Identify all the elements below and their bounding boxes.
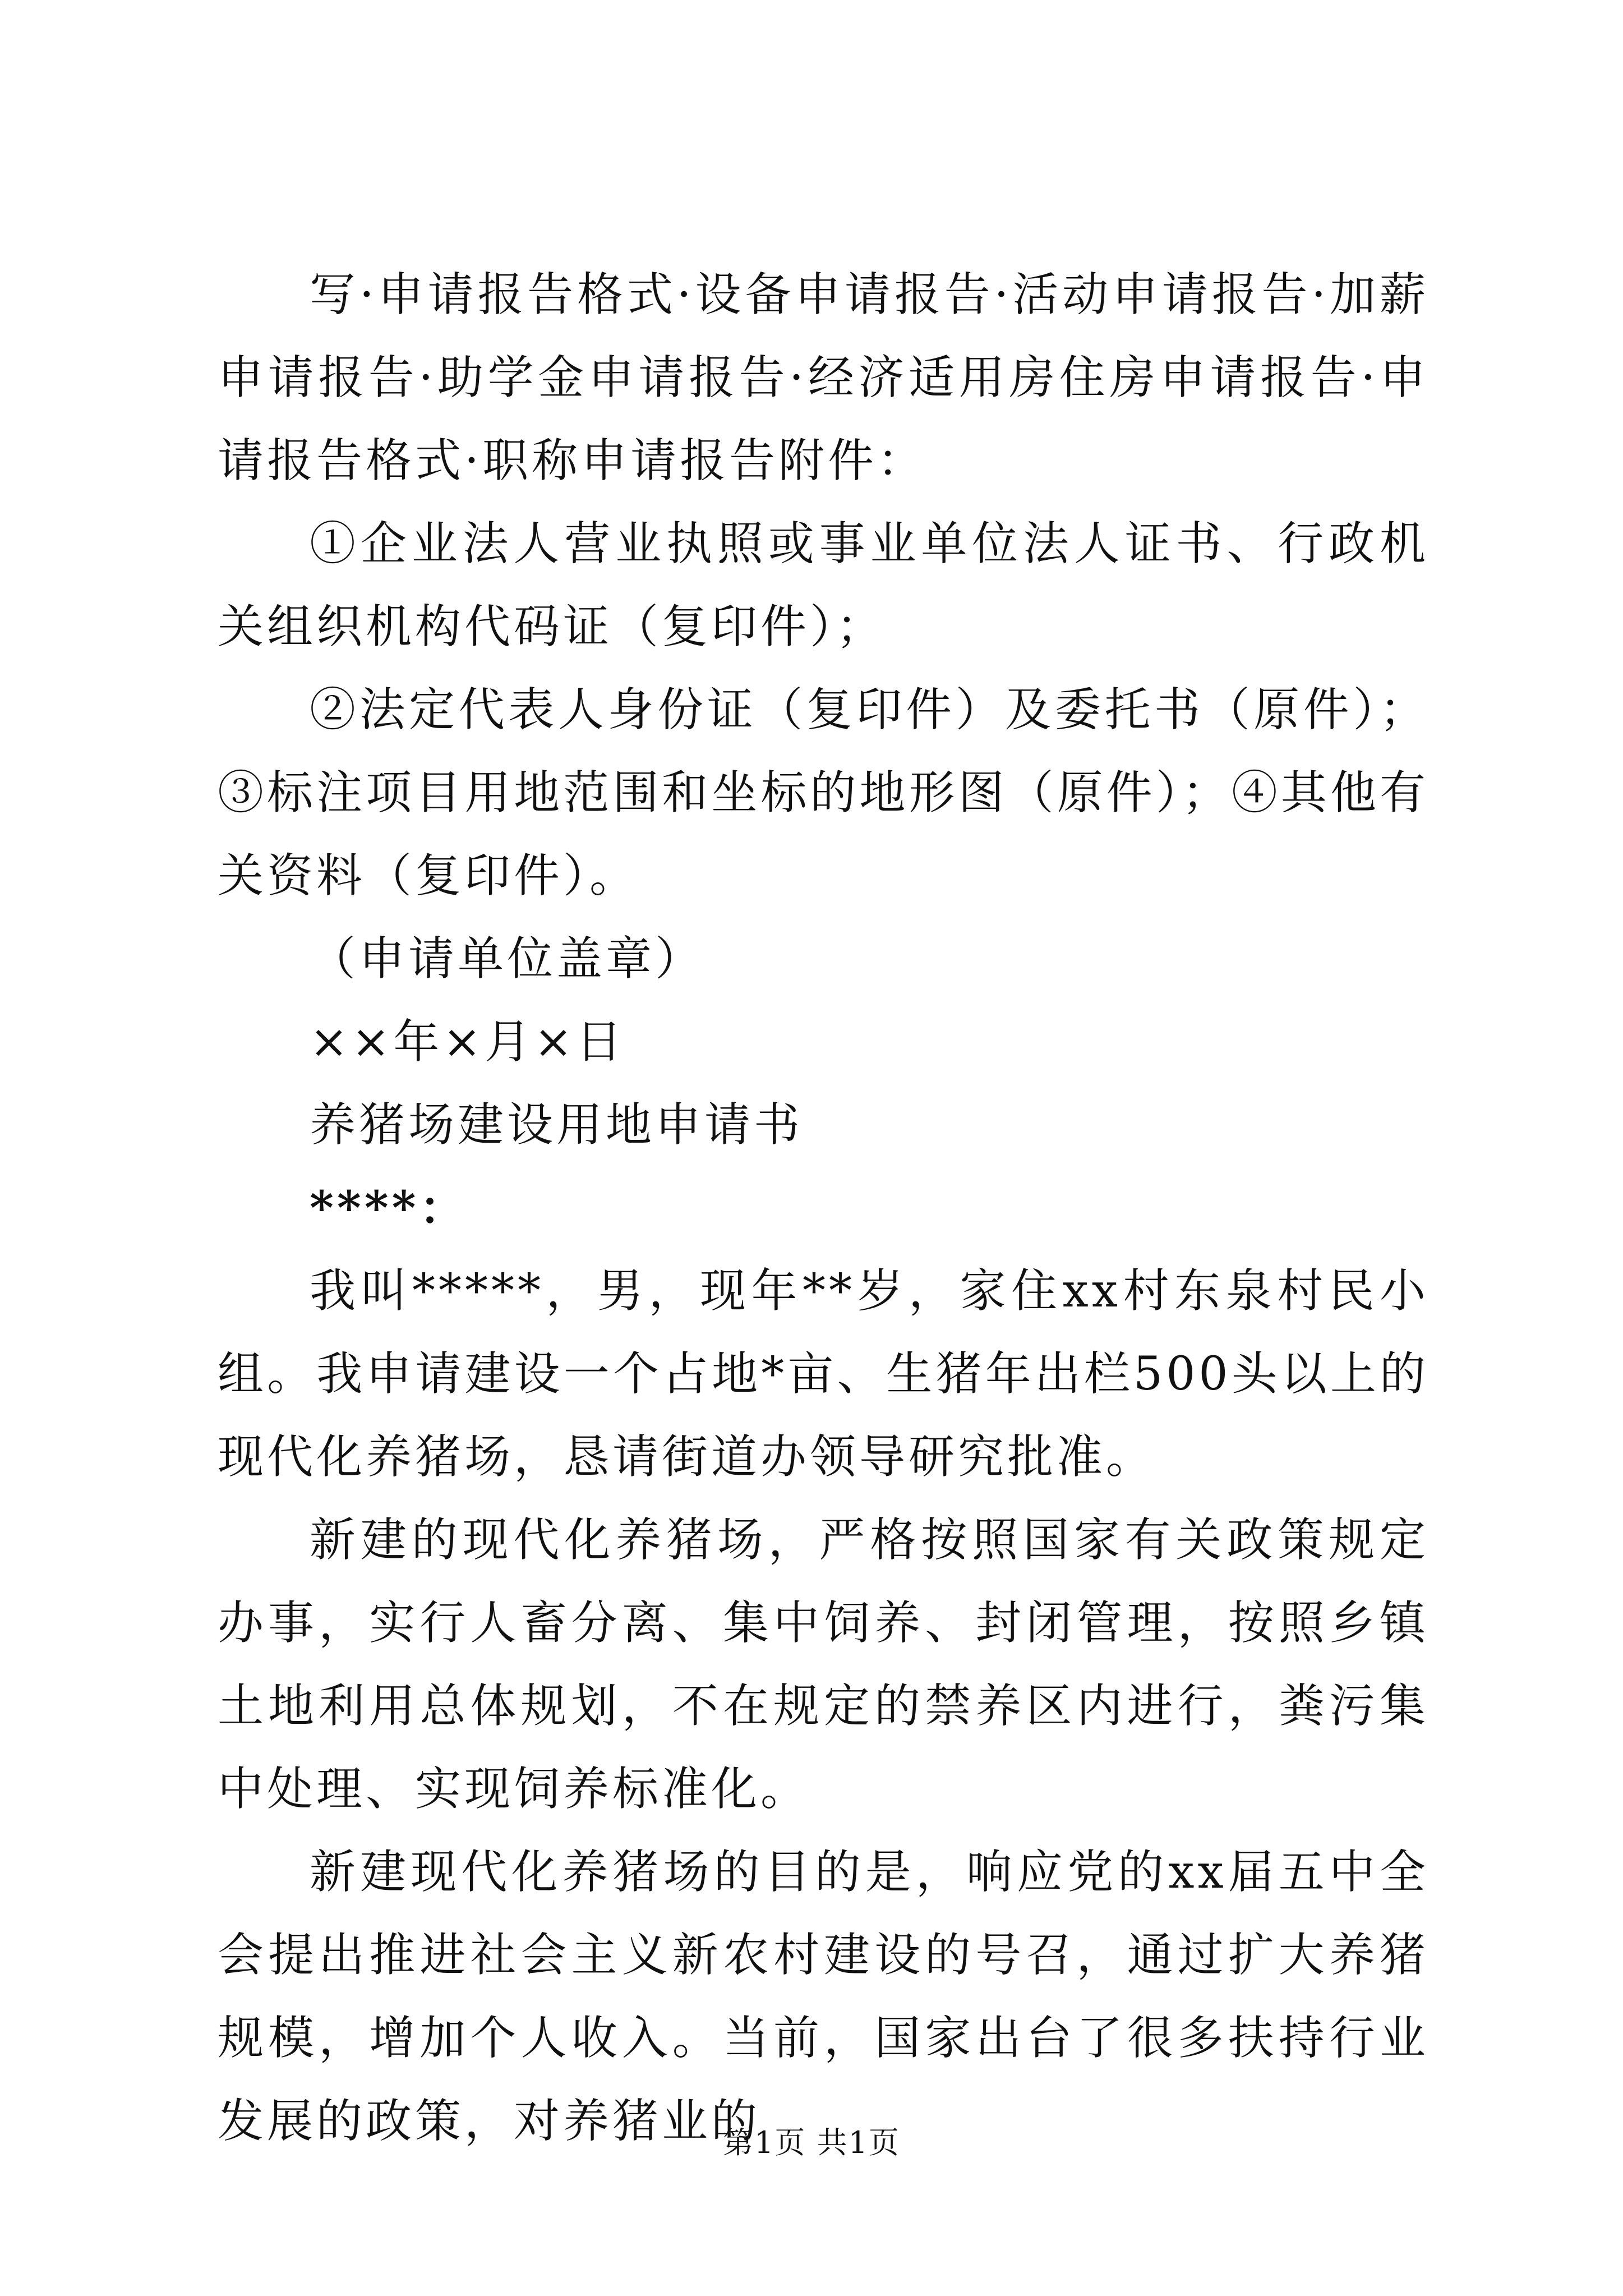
paragraph-introduction: 我叫*****，男，现年**岁，家住xx村东泉村民小组。我申请建设一个占地*亩、生猪年出栏500头以上的现代化养猪场，恳请街道办领导研究批准。	[218, 1264, 1429, 1484]
document-title: 养猪场建设用地申请书	[310, 1098, 804, 1152]
paragraph-report-formats: 写·申请报告格式·设备申请报告·活动申请报告·加薪申请报告·助学金申请报告·经济适用房住房申请报告·申请报告格式·职称申请报告附件：	[218, 268, 1429, 487]
paragraph-attachments-2-4: ②法定代表人身份证（复印件）及委托书（原件）；③标注项目用地范围和坐标的地形图（原件）；④其他有关资料（复印件）。	[218, 683, 1429, 903]
paragraph-attachment-1: ①企业法人营业执照或事业单位法人证书、行政机关组织机构代码证（复印件）；	[218, 517, 1429, 654]
paragraph-management: 新建的现代化养猪场，严格按照国家有关政策规定办事，实行人畜分离、集中饲养、封闭管理，按照乡镇土地利用总体规划，不在规定的禁养区内进行，粪污集中处理、实现饲养标准化。	[218, 1513, 1429, 1816]
document-body	[218, 254, 1429, 2163]
salutation: ****：	[310, 1181, 469, 1235]
stamp-line: （申请单位盖章）	[310, 932, 705, 986]
date-line: ××年×月×日	[310, 1015, 625, 1069]
page-number-footer: 第1页 共1页	[723, 2125, 900, 2160]
paragraph-purpose: 新建现代化养猪场的目的是，响应党的xx届五中全会提出推进社会主义新农村建设的号召，通过扩大养猪规模，增加个人收入。当前，国家出台了很多扶持行业发展的政策，对养猪业的	[218, 1846, 1429, 2148]
